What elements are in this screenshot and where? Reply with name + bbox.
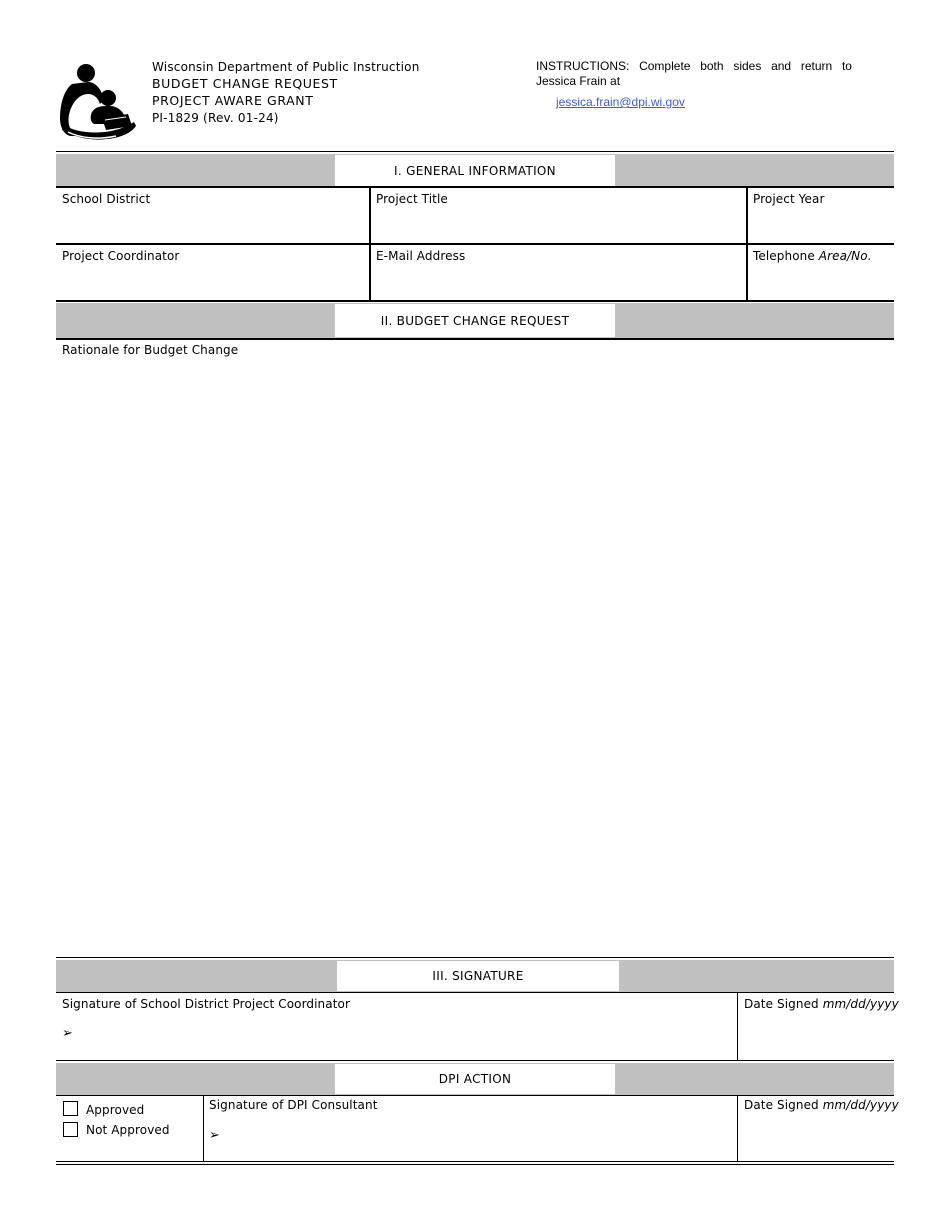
date-signed-label: Date Signed — [744, 997, 819, 1011]
instructions-line-2: Jessica Frain at — [536, 74, 621, 88]
divider — [56, 300, 894, 302]
rationale-field[interactable]: Rationale for Budget Change — [62, 343, 239, 357]
org-name: Wisconsin Department of Public Instruction — [152, 60, 420, 74]
divider — [737, 992, 738, 1060]
not-approved-label: Not Approved — [86, 1123, 170, 1137]
consultant-signature-field[interactable]: Signature of DPI Consultant — [209, 1098, 378, 1112]
divider — [56, 151, 894, 152]
telephone-label: Telephone — [753, 249, 815, 263]
arrow-icon: ➢ — [209, 1128, 220, 1143]
project-title-field[interactable]: Project Title — [376, 192, 448, 206]
grant-name: PROJECT AWARE GRANT — [152, 93, 314, 108]
dpi-action-title: DPI ACTION — [335, 1064, 615, 1094]
section-1-title: I. GENERAL INFORMATION — [335, 155, 615, 186]
divider — [56, 1161, 894, 1162]
consultant-date-field[interactable] — [744, 1098, 899, 1112]
instructions-word: return — [800, 59, 833, 73]
instructions-word: Complete — [639, 59, 691, 73]
divider — [56, 243, 894, 245]
section-2-title: II. BUDGET CHANGE REQUEST — [335, 304, 615, 337]
coordinator-date-field[interactable] — [744, 997, 899, 1011]
divider — [56, 957, 894, 958]
approved-checkbox[interactable] — [63, 1101, 78, 1116]
section-1-header — [56, 154, 894, 187]
section-3-header — [56, 960, 894, 992]
school-district-field[interactable]: School District — [62, 192, 151, 206]
divider — [737, 1095, 738, 1162]
divider — [746, 187, 748, 301]
divider — [56, 1164, 894, 1165]
divider — [203, 1095, 204, 1162]
form-title: BUDGET CHANGE REQUEST — [152, 76, 338, 91]
project-coordinator-field[interactable]: Project Coordinator — [62, 249, 180, 263]
section-3-title: III. SIGNATURE — [337, 961, 619, 991]
email-address-field[interactable]: E-Mail Address — [376, 249, 466, 263]
instructions-word: and — [771, 59, 792, 73]
contact-email-link[interactable]: jessica.frain@dpi.wi.gov — [556, 95, 685, 109]
instructions-word: to — [841, 59, 852, 73]
dpi-action-header — [56, 1063, 894, 1095]
divider — [56, 1060, 894, 1061]
instructions-word: sides — [733, 59, 762, 73]
not-approved-checkbox[interactable] — [63, 1122, 78, 1137]
instructions — [536, 59, 852, 89]
divider — [56, 186, 894, 188]
date-signed-label: Date Signed — [744, 1098, 819, 1112]
divider — [56, 992, 894, 993]
telephone-hint: Area/No. — [818, 249, 872, 263]
date-hint: mm/dd/yyyy — [822, 1098, 899, 1112]
dpi-logo-icon — [58, 60, 138, 142]
approved-label: Approved — [86, 1103, 145, 1117]
date-hint: mm/dd/yyyy — [822, 997, 899, 1011]
divider — [56, 1095, 894, 1096]
telephone-field[interactable] — [753, 249, 872, 263]
section-2-header — [56, 303, 894, 338]
coordinator-signature-field[interactable]: Signature of School District Project Coordinator — [62, 997, 351, 1011]
form-number: PI-1829 (Rev. 01-24) — [152, 111, 279, 125]
divider — [369, 187, 371, 301]
instructions-word: both — [700, 59, 724, 73]
arrow-icon: ➢ — [62, 1026, 73, 1041]
project-year-field[interactable]: Project Year — [753, 192, 825, 206]
divider — [56, 338, 894, 340]
instructions-label: INSTRUCTIONS: — [536, 59, 630, 73]
